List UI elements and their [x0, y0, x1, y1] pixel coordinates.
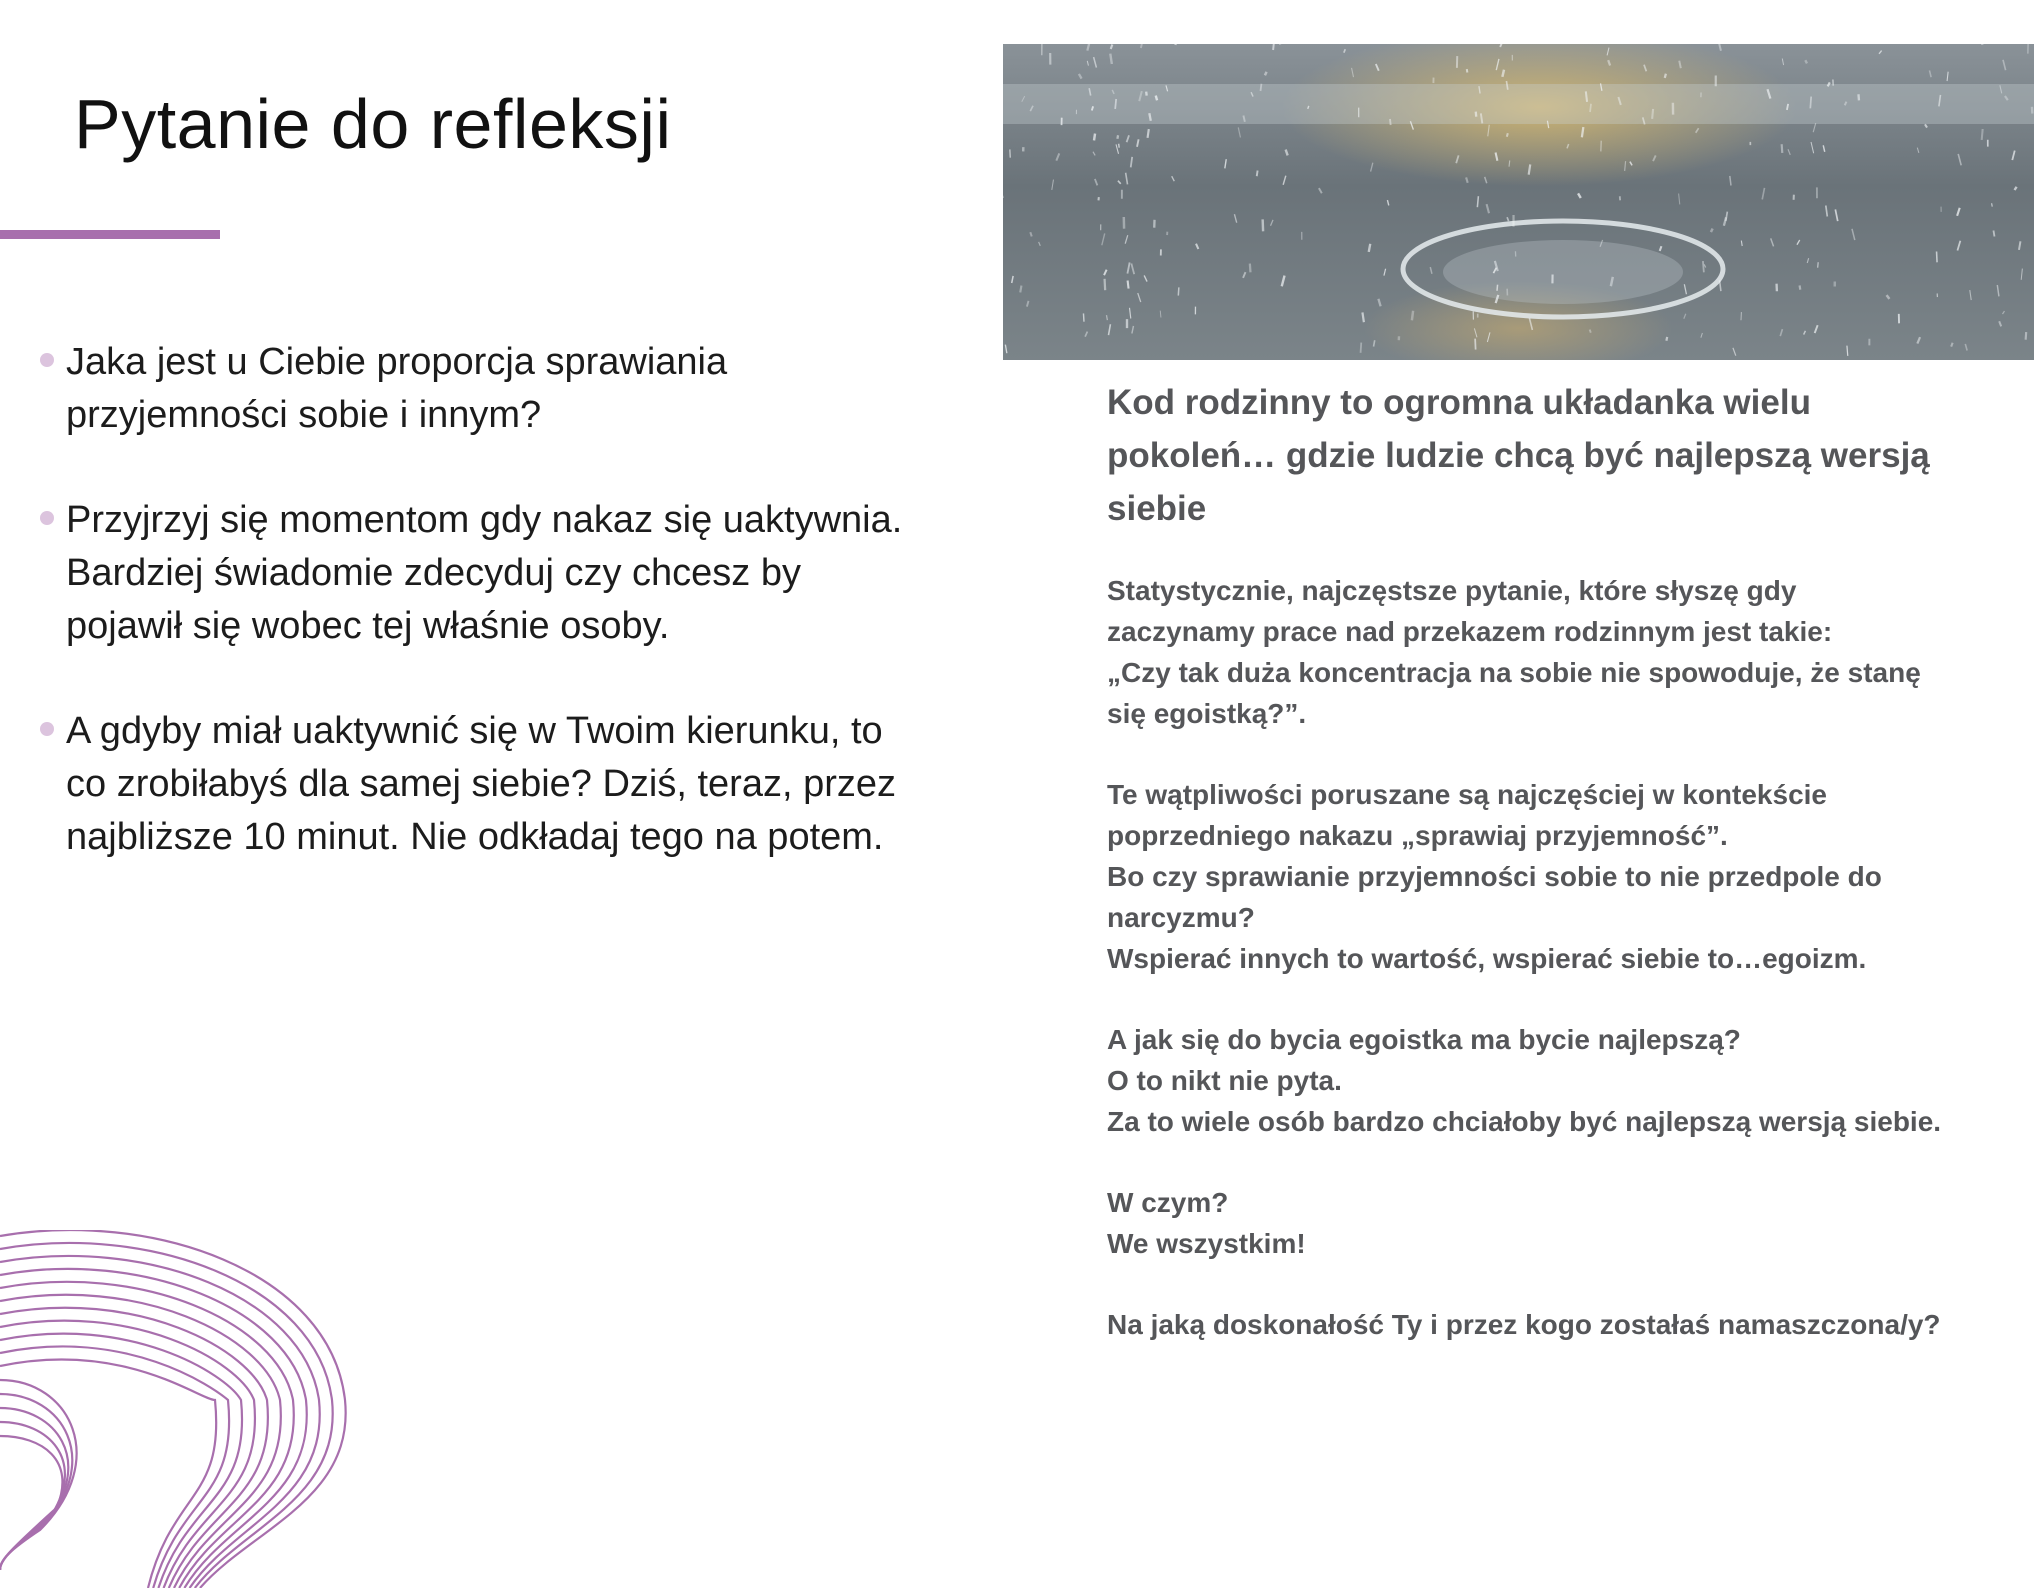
list-item	[40, 494, 920, 653]
article-body	[1107, 570, 1997, 1385]
list-item-text: Jaka jest u Ciebie proporcja sprawiania przyjemności sobie i innym?	[66, 341, 727, 436]
article-paragraph	[1107, 570, 1997, 734]
list-item-text: A gdyby miał uaktywnić się w Twoim kierunku, to co zrobiłabyś dla samej siebie? Dziś, teraz, przez najbliższe 10 minut. Nie odkładaj tego na potem.	[66, 710, 896, 858]
article-paragraph	[1107, 774, 1997, 979]
reflection-list	[40, 336, 920, 916]
text-line: Statystycznie, najczęstsze pytanie, które słyszę gdy	[1107, 570, 1997, 611]
page-title: Pytanie do refleksji	[74, 84, 672, 164]
text-line: O to nikt nie pyta.	[1107, 1060, 1997, 1101]
article-paragraph	[1107, 1182, 1997, 1264]
bullet-dot-icon	[40, 511, 54, 525]
text-line: Za to wiele osób bardzo chciałoby być najlepszą wersją siebie.	[1107, 1101, 1997, 1142]
article-heading: Kod rodzinny to ogromna układanka wielu pokoleń… gdzie ludzie chcą być najlepszą wersją siebie	[1107, 376, 1967, 535]
article-paragraph	[1107, 1304, 1997, 1345]
text-line: narcyzmu?	[1107, 897, 1997, 938]
title-underline	[0, 230, 220, 239]
text-line: A jak się do bycia egoistka ma bycie najlepszą?	[1107, 1019, 1997, 1060]
text-line: Te wątpliwości poruszane są najczęściej w kontekście	[1107, 774, 1997, 815]
text-line: poprzedniego nakazu „sprawiaj przyjemność”.	[1107, 815, 1997, 856]
text-line: Wspierać innych to wartość, wspierać siebie to…egoizm.	[1107, 938, 1997, 979]
text-line: Bo czy sprawianie przyjemności sobie to nie przedpole do	[1107, 856, 1997, 897]
list-item-text: Przyjrzyj się momentom gdy nakaz się uaktywnia. Bardziej świadomie zdecyduj czy chcesz by pojawił się wobec tej właśnie osoby.	[66, 499, 902, 647]
wavy-lines-decoration-icon	[0, 1230, 380, 1593]
text-line: się egoistką?”.	[1107, 693, 1997, 734]
bullet-dot-icon	[40, 353, 54, 367]
list-item	[40, 336, 920, 442]
rain-puddle-photo	[1003, 44, 2034, 360]
text-line: zaczynamy prace nad przekazem rodzinnym jest takie:	[1107, 611, 1997, 652]
text-line: „Czy tak duża koncentracja na sobie nie spowoduje, że stanę	[1107, 652, 1997, 693]
article-paragraph	[1107, 1019, 1997, 1142]
bullet-dot-icon	[40, 722, 54, 736]
text-line: W czym?	[1107, 1182, 1997, 1223]
list-item	[40, 705, 920, 864]
text-line: Na jaką doskonałość Ty i przez kogo zostałaś namaszczona/y?	[1107, 1304, 1997, 1345]
text-line: We wszystkim!	[1107, 1223, 1997, 1264]
